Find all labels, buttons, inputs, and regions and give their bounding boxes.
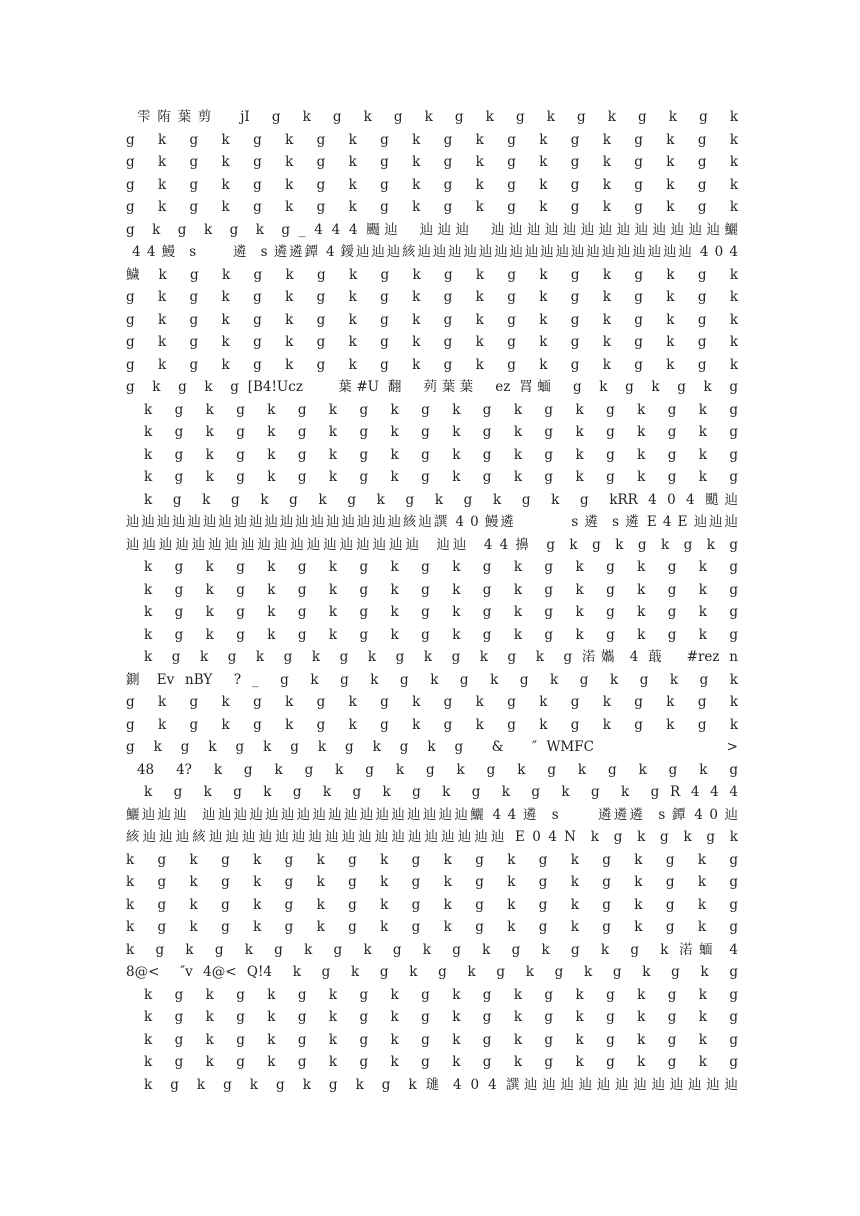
text-line: k g k g k g k g k g k g k g k g kRR 4 0 4 颵辿 bbox=[144, 491, 738, 508]
text-line: 鱺辿辿辿 辿辿辿辿辿辿辿辿辿辿辿辿辿辿辿辿辿鱺 4 4 遴 s 遴遴遴 s 鐔 4 0 辿 bbox=[126, 806, 738, 823]
text-line: g k g k g k g k g k g k g k g k g k g k bbox=[126, 131, 738, 148]
text-line: k g k g k g k g k g k g k g k g k g k g bbox=[144, 1009, 738, 1025]
text-line: g k g k g k g k g k g k g k g k g k g k bbox=[126, 199, 738, 215]
text-line: k g k g k g k g k g k g k g k g 渃孈 4 蕺 #rez n bbox=[144, 649, 738, 665]
text-line: k g k g k g k g k g k g k g k g k g k g bbox=[126, 851, 738, 868]
text-line: g k g k g k g k g k g k g & ″ WMFC > bbox=[126, 739, 738, 755]
text-line: k g k g k g k g k g k g k g k g k g k g bbox=[144, 1031, 738, 1048]
text-line: k g k g k g k g k g k g k g k g k g k g bbox=[144, 446, 738, 463]
text-line: k g k g k g k g k g k 璡 4 0 4 譔辿辿辿辿辿辿辿辿辿辿辿辿 bbox=[144, 1076, 738, 1093]
text-line: k g k g k g k g k g k g k g k g k g k g bbox=[144, 469, 738, 485]
text-line: k g k g k g k g k g k g k g k g k g k g bbox=[126, 874, 738, 890]
text-line: k g k g k g k g k g k g k g k g k g k g bbox=[144, 604, 738, 620]
text-line: k g k g k g k g k g k g k g k g k g k g bbox=[126, 919, 738, 935]
text-line: 辿辿辿辿辿辿辿辿辿辿辿辿辿辿辿辿辿辿 辿辿 4 4 擤 g k g k g k g k g bbox=[126, 536, 738, 553]
text-line: k g k g k g k g k g k g k g k g k g k g bbox=[144, 626, 738, 643]
text-line: g k g k g k g k g k g k g k g k g k g k bbox=[126, 289, 738, 305]
text-line: 鱥 k g k g k g k g k g k g k g k g k g k bbox=[126, 266, 738, 283]
text-line: k g k g k g k g k g k g k g k g k g k g bbox=[144, 581, 738, 598]
text-line: 48 4? k g k g k g k g k g k g k g k g k g bbox=[126, 761, 738, 778]
text-line: 4 4 鰻 s 遴 s 遴遴鐔 4 鑀辿辿辿絯辿辿辿辿辿辿辿辿辿辿辿辿辿辿辿辿辿辿 4 0 4 bbox=[126, 244, 738, 260]
text-line: k g k g k g k g k g k g k g k g k g k g bbox=[126, 896, 738, 913]
text-line: g k g k g k g k g k g k g k g k g k g k bbox=[126, 694, 738, 710]
text-line: k g k g k g k g k g k g k g k g k g R 4 4 4 bbox=[144, 784, 738, 800]
text-line: g k g k g k g k g k g k g k g k g k g k bbox=[126, 311, 738, 328]
text-line: k g k g k g k g k g k g k g k g k g k g bbox=[144, 401, 738, 418]
text-line: g k g k g k g k g k g k g k g k g k g k bbox=[126, 334, 738, 350]
text-line: 雫陏葉剪 jI g k g k g k g k g k g k g k g k bbox=[126, 109, 738, 125]
text-line: 辿辿辿辿辿辿辿辿辿辿辿辿辿辿辿辿辿辿絯辿譔 4 0 鰻遴 s 遴 s 遴 E 4 E 辿辿辿 bbox=[126, 514, 738, 530]
text-line: k g k g k g k g k g k g k g k g k g k g bbox=[144, 424, 738, 440]
text-line: 8@< ″v 4@< Q!4 k g k g k g k g k g k g k g k g bbox=[126, 964, 738, 980]
document-body bbox=[126, 106, 738, 1096]
text-line: k g k g k g k g k g k g k g k g k g k g bbox=[144, 1054, 738, 1070]
text-line: g k g k g k g k g k g k g k g k g k g k bbox=[126, 154, 738, 170]
text-line: k g k g k g k g k g k g k g k g k g k g bbox=[144, 559, 738, 575]
text-line: g k g k g k g k g k g k g k g k g k g k bbox=[126, 176, 738, 193]
text-line: 鍘 Ev nBY ? _ g k g k g k g k g k g k g k g k bbox=[126, 671, 738, 688]
text-line: k g k g k g k g k g k g k g k g k g k g bbox=[144, 986, 738, 1003]
text-line: k g k g k g k g k g k g k g k g k g k 渃蝒 4 bbox=[126, 941, 738, 958]
text-line: g k g k g k g k g k g k g k g k g k g k bbox=[126, 356, 738, 373]
text-line: 絯辿辿辿絯辿辿辿辿辿辿辿辿辿辿辿辿辿辿辿辿辿辿 E 0 4 N k g k g k g k bbox=[126, 829, 738, 845]
text-line: g k g k g k g k g k g k g k g k g k g k bbox=[126, 716, 738, 733]
text-line: g k g k g [B4!Ucz 葉#U 翻 茢葉葉 ez 罥蝒 g k g k g k g bbox=[126, 379, 738, 395]
text-line: g k g k g k g _ 4 4 4 颺辿 辿辿辿 辿辿辿辿辿辿辿辿辿辿辿辿辿鱺 bbox=[126, 221, 738, 238]
